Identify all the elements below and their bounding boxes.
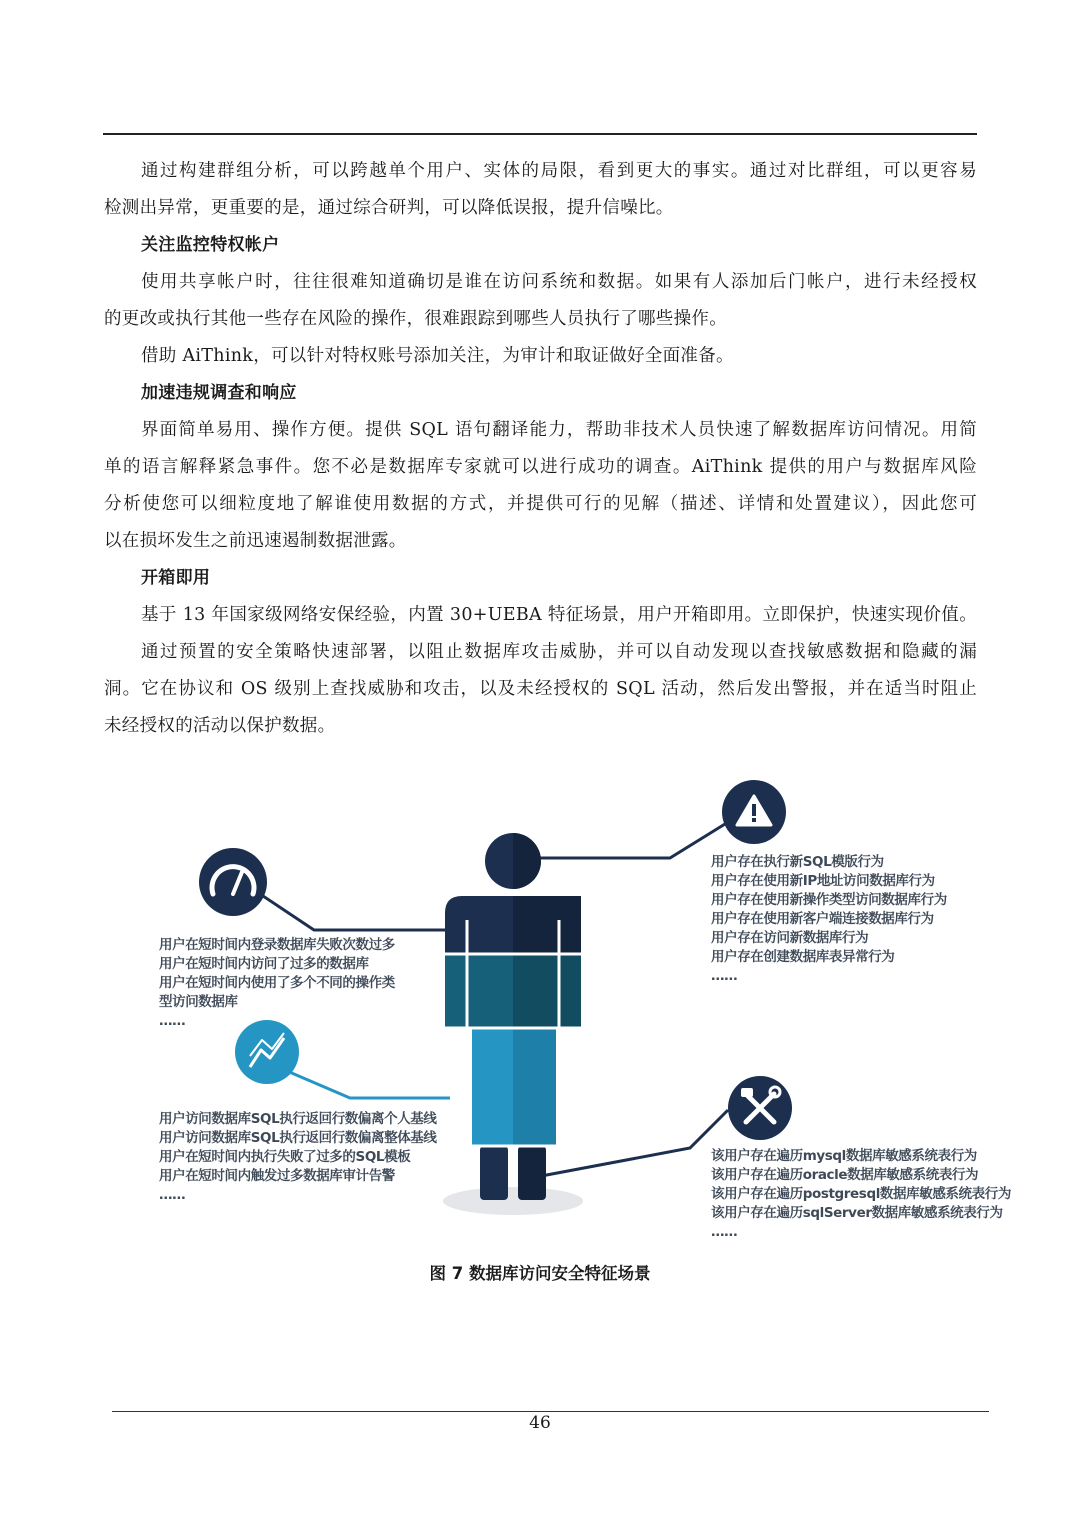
scenario-item: ……: [711, 968, 738, 984]
figure-caption: 图 7 数据库访问安全特征场景: [429, 1264, 651, 1283]
paragraph-line: 分析使您可以细粒度地了解谁使用数据的方式，并提供可行的见解（描述、详情和处置建议），因此您可: [104, 494, 977, 514]
scenario-item: 该用户存在遍历mysql数据库敏感系统表行为: [711, 1148, 977, 1164]
scenario-item: 该用户存在遍历oracle数据库敏感系统表行为: [711, 1167, 979, 1183]
scenario-list-new-behaviors: [711, 853, 947, 986]
paragraph-line: 通过预置的安全策略快速部署，以阻止数据库攻击威胁，并可以自动发现以查找敏感数据和隐藏的漏: [141, 642, 977, 662]
scenario-item: ……: [159, 1187, 186, 1203]
paragraph-line: 通过构建群组分析，可以跨越单个用户、实体的局限，看到更大的事实。通过对比群组，可以更容易: [141, 161, 977, 181]
scenario-item: 该用户存在遍历sqlServer数据库敏感系统表行为: [711, 1205, 1003, 1221]
scenario-item: ……: [711, 1224, 738, 1240]
header-rule: [103, 133, 977, 135]
scenario-item: 用户在短时间内使用了多个不同的操作类: [159, 975, 395, 991]
scenario-list-sensitive-tables: [711, 1147, 1011, 1242]
connector-line: [236, 878, 450, 930]
scenario-item: 用户访问数据库SQL执行返回行数偏离个人基线: [159, 1111, 437, 1127]
section-heading: 加速违规调查和响应: [141, 383, 297, 403]
person-figure: [443, 833, 583, 1215]
scenario-list-baseline-deviation: [159, 1110, 437, 1205]
page-number: 46: [529, 1413, 551, 1433]
scenario-item: 用户访问数据库SQL执行返回行数偏离整体基线: [159, 1130, 437, 1146]
footer-rule: [112, 1411, 989, 1412]
paragraph-line: 借助 AiThink，可以针对特权账号添加关注，为审计和取证做好全面准备。: [141, 346, 734, 366]
scenario-item: 用户存在使用新IP地址访问数据库行为: [711, 873, 935, 889]
scenario-item: 用户在短时间内登录数据库失败次数过多: [159, 937, 395, 953]
scenario-item: ……: [159, 1013, 186, 1029]
scenario-list-login-anomalies: [159, 936, 395, 1031]
scenario-item: 用户在短时间内访问了过多的数据库: [159, 956, 369, 972]
paragraph-line: 洞。它在协议和 OS 级别上查找威胁和攻击，以及未经授权的 SQL 活动，然后发出警报，并在适当时阻止: [104, 679, 977, 699]
scenario-item: 用户存在使用新客户端连接数据库行为: [711, 911, 934, 927]
paragraph-line: 界面简单易用、操作方便。提供 SQL 语句翻译能力，帮助非技术人员快速了解数据库访问情况。用简: [141, 420, 977, 440]
paragraph-line: 未经授权的活动以保护数据。: [104, 716, 336, 736]
scenario-item: 该用户存在遍历postgresql数据库敏感系统表行为: [711, 1186, 1011, 1202]
paragraph-line: 检测出异常，更重要的是，通过综合研判，可以降低误报，提升信噪比。: [104, 198, 674, 218]
section-heading: 关注监控特权帐户: [141, 235, 280, 255]
scenario-item: 用户存在创建数据库表异常行为: [711, 949, 895, 965]
scenario-item: 用户存在使用新操作类型访问数据库行为: [711, 892, 947, 908]
gauge-icon: [199, 848, 267, 916]
tools-icon: [728, 1076, 792, 1140]
connector-line: [520, 824, 725, 858]
section-heading: 开箱即用: [141, 568, 211, 588]
warning-icon: [722, 780, 786, 844]
scenario-item: 用户在短时间内执行失败了过多的SQL模板: [159, 1149, 411, 1165]
paragraph-line: 基于 13 年国家级网络安保经验，内置 30+UEBA 特征场景，用户开箱即用。立即保护，快速实现价值。: [141, 605, 977, 625]
scenario-item: 用户存在执行新SQL模版行为: [711, 854, 884, 870]
paragraph-line: 使用共享帐户时，往往很难知道确切是谁在访问系统和数据。如果有人添加后门帐户，进行未经授权: [141, 272, 977, 292]
scenario-item: 用户存在访问新数据库行为: [711, 930, 869, 946]
scenario-item: 用户在短时间内触发过多数据库审计告警: [159, 1168, 395, 1184]
paragraph-line: 的更改或执行其他一些存在风险的操作，很难跟踪到哪些人员执行了哪些操作。: [104, 309, 727, 329]
paragraph-line: 以在损坏发生之前迅速遏制数据泄露。: [104, 531, 407, 551]
paragraph-line: 单的语言解释紧急事件。您不必是数据库专家就可以进行成功的调查。AiThink 提供的用户与数据库风险: [104, 457, 977, 477]
figure-database-access-scenarios: [100, 770, 1040, 1250]
scenario-item: 型访问数据库: [159, 994, 238, 1010]
